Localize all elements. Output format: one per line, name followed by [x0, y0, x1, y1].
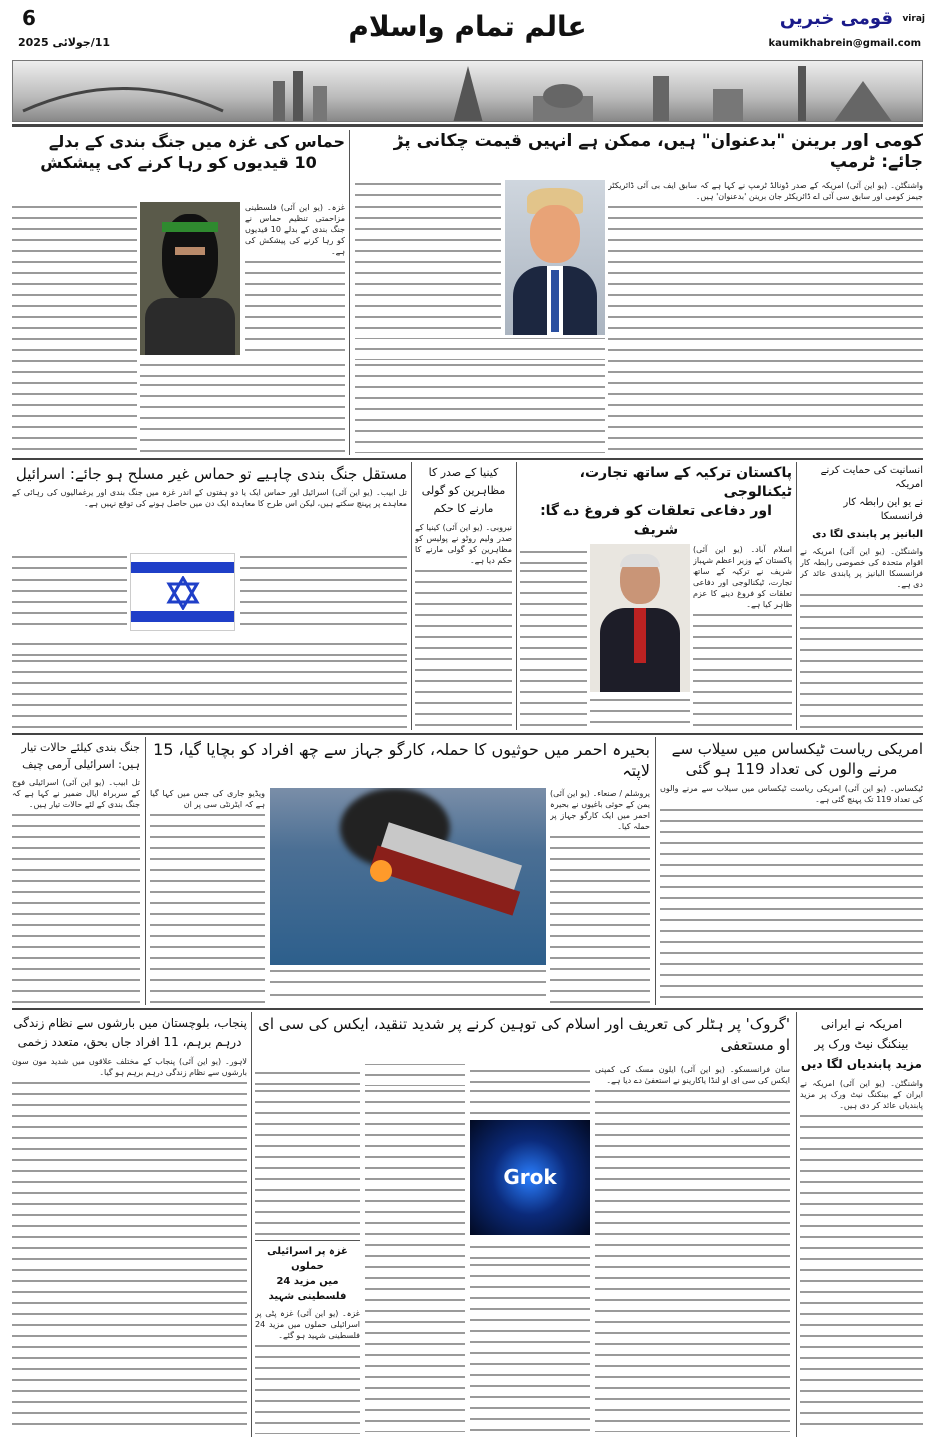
divider [349, 130, 350, 455]
article-body-trump-left [355, 180, 501, 335]
headline-israel-army-1: جنگ بندی کیلئے حالات تیار [21, 741, 140, 754]
city-skyline-banner [12, 60, 923, 122]
headline-iran-3: مزید پابندیاں لگا دیں [801, 1057, 922, 1071]
headline-pakistan-turkey-2: اور دفاعی تعلقات کو فروغ دے گا: شریف [540, 503, 772, 538]
divider [516, 462, 517, 730]
divider [145, 737, 146, 1005]
article-text: واشنگٹن۔ (یو این آئی) امریکہ نے ایران کے بینکنگ نیٹ ورک پر مزید پابندیاں عائد کر دی ہیں۔ [800, 1079, 923, 1110]
article-body-pakistan-turkey-left [520, 544, 587, 728]
headline-texas-1: امریکی ریاست ٹیکساس میں سیلاب سے [671, 740, 923, 758]
divider [12, 124, 923, 127]
headline-gaza-2: میں مزید 24 فلسطینی شہید [268, 1276, 347, 1302]
headline-hamas-1: حماس کی غزہ میں جنگ بندی کے بدلے [48, 132, 345, 151]
article-body-israel-ceasefire [12, 487, 407, 509]
article-iran [800, 1014, 923, 1434]
star-of-david-icon [166, 576, 200, 610]
headline-punjab-1: پنجاب، بلوچستان میں بارشوں سے نظام زندگی [13, 1016, 247, 1030]
article-body-hamas [245, 202, 345, 355]
article-text: غزہ۔ (یو این آئی) غزہ پٹی پر اسرائیلی حملوں میں مزید 24 فلسطینی شہید ہو گئے۔ [255, 1309, 360, 1340]
article-body-texas [660, 783, 923, 1003]
article-body-grok-mid [470, 1064, 590, 1117]
headline-kenya: کینیا کے صدر کا مظاہرین کو گولی مارنے کا حکم [421, 466, 506, 515]
article-body-un [800, 546, 923, 728]
divider [12, 1008, 923, 1010]
article-body-pakistan-turkey [693, 544, 792, 728]
headline-un-3: البانیز پر پابندی لگا دی [812, 529, 923, 540]
article-body-pakistan-turkey-bottom [590, 695, 690, 728]
article-body-trump [608, 180, 923, 453]
article-body-gaza-top [255, 1064, 360, 1236]
hamas-fighter-photo [140, 202, 240, 355]
article-gaza [255, 1244, 360, 1434]
email: kaumikhabrein@gmail.com [768, 38, 921, 49]
headline-iran-2: بینکنگ نیٹ ورک پر [814, 1037, 909, 1051]
article-text: تل ابیب۔ (یو این آئی) اسرائیلی فوج کے سربراہ ایال ضمیر نے کہا ہے کہ جنگ بندی کے لئے حالات تیار ہیں۔ [12, 778, 140, 809]
headline-hamas-2: 10 قیدیوں کو رہا کرنے کی پیشکش [40, 153, 317, 172]
divider [12, 458, 923, 460]
article-text: لاہور۔ (یو این آئی) پنجاب کے مختلف علاقوں میں شدید مون سون بارشوں سے نظام زندگی درہم برہم ہو گیا۔ [12, 1057, 247, 1077]
burning-ship-photo [270, 788, 546, 965]
skyline-illustration [13, 61, 923, 122]
article-un [800, 464, 923, 728]
headline-israel-army-2: ہیں: اسرائیلی آرمی چیف [22, 758, 140, 771]
israel-flag-image [130, 553, 235, 631]
article-text: تل ابیب۔ (یو این آئی) اسرائیل اور حماس ایک یا دو ہفتوں کے اندر غزہ میں جنگ بندی اور یرغمالیوں کی رہائی کے معاہدے پر پہنچ سکتے ہیں، لیکن اس طرح کا معاہدہ ایک دن میں حاصل ہونے کی توقع نہیں ہے۔ [12, 488, 407, 508]
article-pakistan-turkey-heading [520, 464, 792, 540]
article-text: نیروبی۔ (یو این آئی) کینیا کے صدر ولیم روٹو نے پولیس کو مظاہرین کو گولی مارنے کا حکم دیا ہے۔ [415, 523, 512, 565]
article-body-israel-ceasefire-left [12, 553, 127, 631]
headline-grok: 'گروک' پر ہٹلر کی تعریف اور اسلام کی توہین کرنے پر شدید تنقید، ایکس کی سی ای او مستعفی [258, 1015, 790, 1054]
grok-logo-image [470, 1120, 590, 1235]
article-body-trump-cont [355, 338, 605, 453]
article-hamas [12, 131, 345, 199]
article-text: اسلام آباد۔ (یو این آئی) پاکستان کے وزیر اعظم شہباز شریف نے ترکیہ کے ساتھ تجارت، ٹیکنالوجی اور دفاعی تعلقات کو فروغ دینے کا عزم ظاہر کیا ہے۔ [693, 545, 792, 609]
article-body-hamas-bottom [140, 358, 345, 455]
trump-photo [505, 180, 605, 335]
headline-gaza-1: غزہ پر اسرائیلی حملوں [267, 1246, 348, 1272]
divider [796, 462, 797, 730]
headline-iran-1: امریکہ نے ایرانی [820, 1017, 903, 1031]
headline-trump: کومی اور برینن "بدعنوان" ہیں، ممکن ہے انہیں قیمت چکانی پڑ جائے: ٹرمپ [393, 131, 923, 172]
divider [255, 1240, 360, 1241]
article-body-israel-army [12, 777, 140, 1003]
article-texas [660, 739, 923, 1003]
article-text: واشنگٹن۔ (یو این آئی) امریکہ کے صدر ڈونالڈ ٹرمپ نے کہا ہے کہ سابق ایف بی آئی ڈائریکٹر جیمز کومی اور سابق سی آئی اے ڈائریکٹر جان برینن 'بدعنوان' ہیں۔ [608, 181, 923, 201]
headline-un-1: انسانیت کی حمایت کرنے امریکہ [820, 465, 923, 490]
article-body-hamas-left [12, 202, 137, 455]
article-body-israel-ceasefire-right [240, 553, 407, 631]
article-israel-ceasefire-heading [12, 464, 407, 550]
headline-un-2: نے یو این رابطہ کار فرانسسکا [843, 497, 923, 522]
section-title: عالم تمام واسلام [348, 10, 587, 43]
article-body-iran [800, 1078, 923, 1434]
article-israel-army [12, 739, 140, 1003]
article-text: سان فرانسسکو۔ (یو این آئی) ایلون مسک کی کمپنی ایکس کی سی ای او لنڈا یاکارینو نے استعفیٰ دے دیا ہے۔ [595, 1065, 790, 1085]
article-body-grok-left [365, 1064, 465, 1432]
article-body-kenya [415, 522, 512, 728]
headline-punjab-2: درہم برہم، 11 افراد جاں بحق، متعدد زخمی [17, 1035, 242, 1049]
article-text: ویڈیو جاری کی جس میں کہا گیا ہے کہ ایٹرنٹی سی پر ان [150, 789, 265, 809]
article-text: واشنگٹن۔ (یو این آئی) امریکہ نے اقوام متحدہ کی خصوصی رابطہ کار فرانسسکا البانیز پر پابندی عائد کر دی ہے۔ [800, 547, 923, 589]
page-number: 6 [22, 6, 36, 30]
divider [251, 1012, 252, 1437]
issue-date: 11/جولائی 2025 [18, 36, 111, 49]
article-body-israel-ceasefire-bottom [12, 634, 407, 728]
grok-logo-text: Grok [503, 1165, 557, 1189]
article-body-gaza [255, 1308, 360, 1434]
article-text: یروشلم / صنعاء۔ (یو این آئی) یمن کے حوثی باغیوں نے بحیرہ احمر میں ایک کارگو جہاز پر حملہ کیا۔ [550, 789, 650, 831]
article-punjab [12, 1014, 247, 1434]
logo: viraj [902, 14, 925, 24]
masthead [0, 0, 935, 58]
shehbaz-sharif-photo [590, 544, 690, 692]
article-text: غزہ۔ (یو این آئی) فلسطینی مزاحمتی تنظیم حماس نے جنگ بندی کے بدلے 10 قیدیوں کو رہا کرنے کی پیشکش کی ہے۔ [245, 203, 345, 256]
divider [411, 462, 412, 730]
article-body-grok-lower [470, 1238, 590, 1432]
headline-israel-ceasefire: مستقل جنگ بندی چاہیے تو حماس غیر مسلح ہو جائے: اسرائیل [15, 465, 407, 483]
article-body-red-sea [550, 788, 650, 1003]
headline-red-sea: بحیرہ احمر میں حوثیوں کا حملہ، کارگو جہاز سے چھ افراد کو بچایا گیا، 15 لاپتہ [153, 740, 650, 780]
divider [796, 1012, 797, 1437]
divider [655, 737, 656, 1005]
headline-texas-2: مرنے والوں کی تعداد 119 ہو گئی [685, 760, 898, 778]
divider [12, 733, 923, 735]
article-body-red-sea-left [150, 788, 265, 1003]
article-body-punjab [12, 1056, 247, 1434]
article-kenya [415, 464, 512, 728]
paper-name: قومی خبریں [779, 8, 893, 29]
article-body-grok [595, 1064, 790, 1432]
article-text: ٹیکساس۔ (یو این آئی) امریکی ریاست ٹیکساس میں سیلاب سے مرنے والوں کی تعداد 119 تک پہنچ گئی ہے۔ [660, 784, 923, 804]
headline-pakistan-turkey-1: پاکستان ترکیہ کے ساتھ تجارت، ٹیکنالوجی [579, 465, 792, 500]
article-body-red-sea-bottom [270, 968, 546, 1003]
